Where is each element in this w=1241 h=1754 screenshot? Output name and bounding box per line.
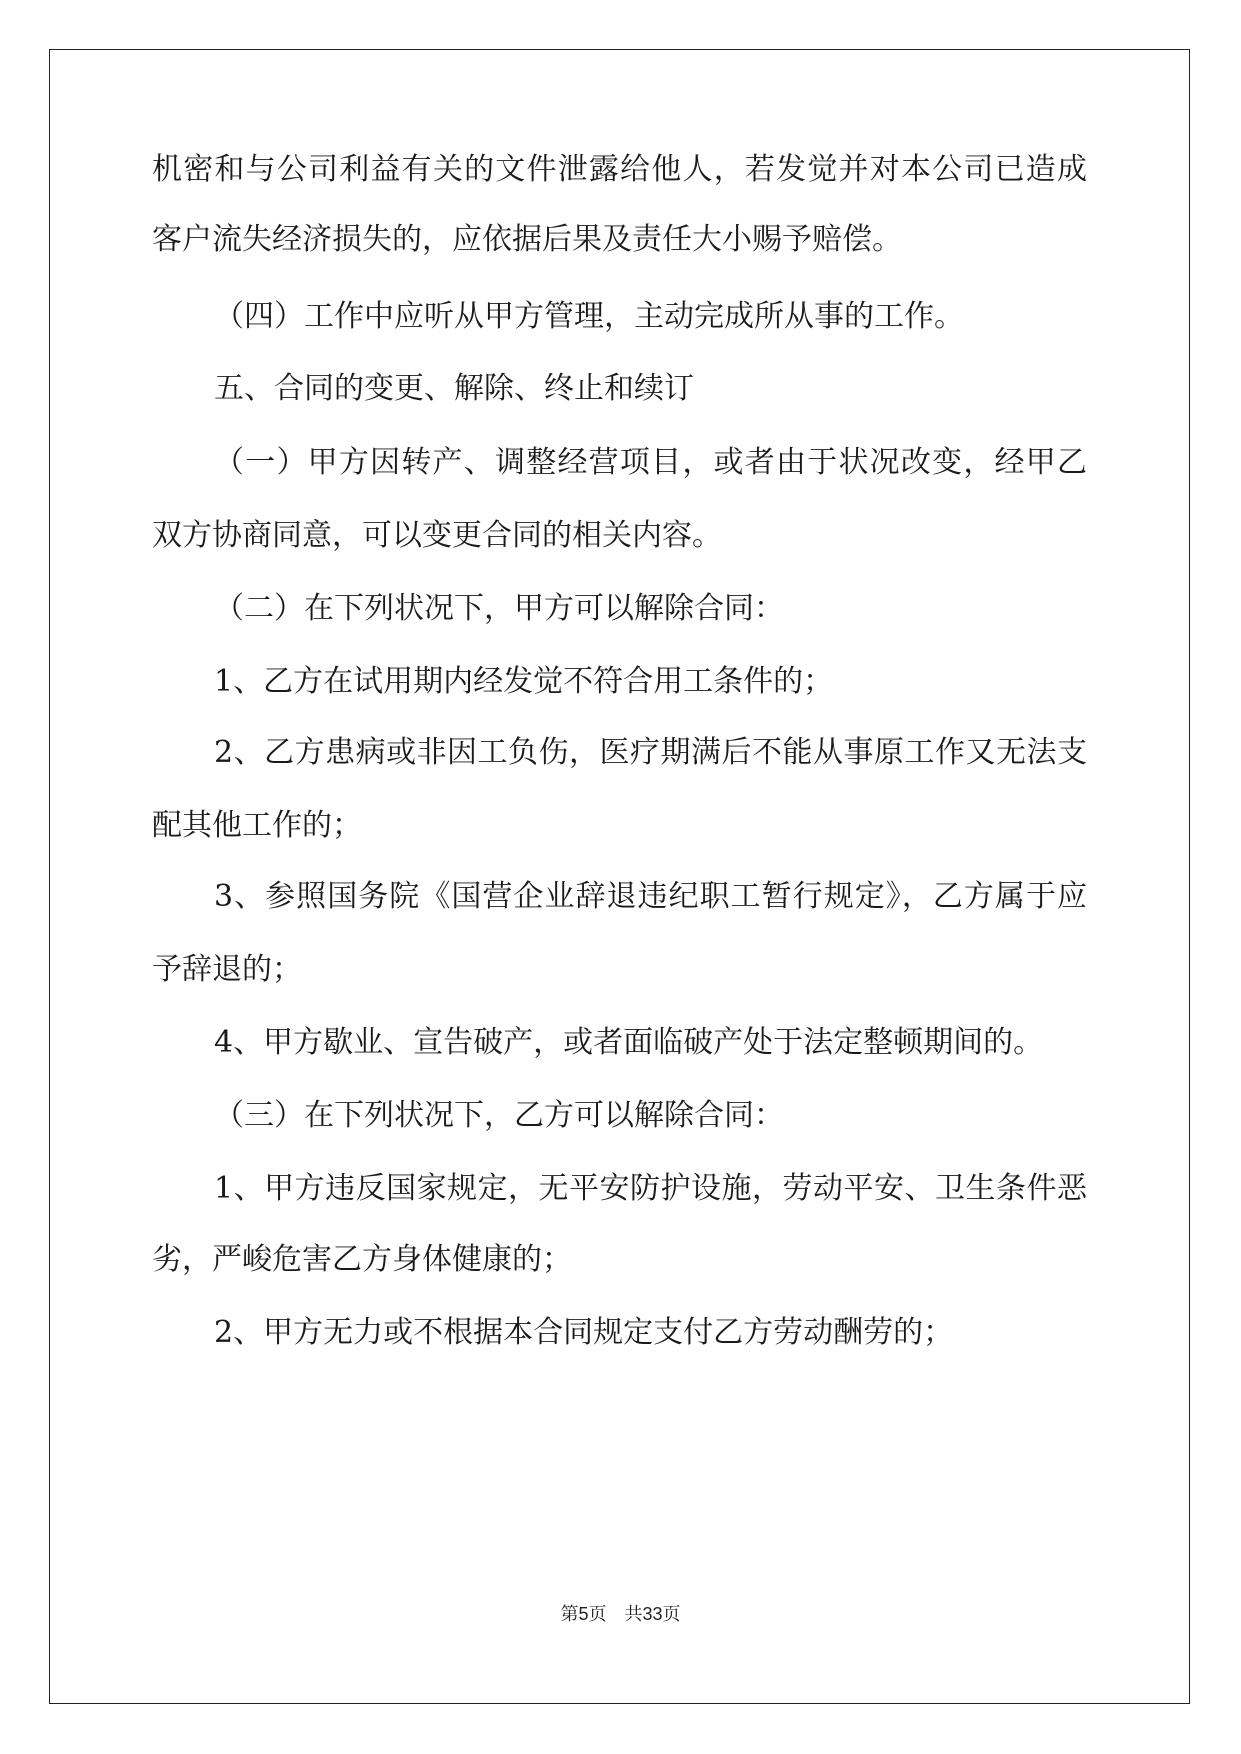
paragraph-line: 机密和与公司利益有关的文件泄露给他人，若发觉并对本公司已造成 bbox=[152, 152, 1087, 187]
paragraph-line: （二）在下列状况下，甲方可以解除合同： bbox=[214, 591, 784, 626]
paragraph-line: 配其他工作的； bbox=[152, 808, 362, 843]
paragraph-line: （三）在下列状况下，乙方可以解除合同： bbox=[214, 1098, 784, 1133]
section-heading: 五、合同的变更、解除、终止和续订 bbox=[214, 371, 694, 406]
page-footer bbox=[0, 1602, 1241, 1627]
paragraph-line: 予辞退的； bbox=[152, 952, 302, 987]
paragraph-line: 1、甲方违反国家规定，无平安防护设施，劳动平安、卫生条件恶 bbox=[214, 1171, 1087, 1206]
paragraph-line: 劣，严峻危害乙方身体健康的； bbox=[152, 1242, 572, 1277]
total-pages-suffix: 页 bbox=[662, 1604, 681, 1625]
paragraph-line: 2、甲方无力或不根据本合同规定支付乙方劳动酬劳的； bbox=[214, 1315, 954, 1350]
paragraph-line: 客户流失经济损失的，应依据后果及责任大小赐予赔偿。 bbox=[152, 222, 902, 257]
page-number-suffix: 页 bbox=[588, 1604, 607, 1625]
paragraph-line: 4、甲方歇业、宣告破产，或者面临破产处于法定整顿期间的。 bbox=[214, 1025, 1044, 1060]
paragraph-line: （一）甲方因转产、调整经营项目，或者由于状况改变，经甲乙 bbox=[214, 445, 1087, 480]
page-number: 5 bbox=[578, 1604, 589, 1624]
total-pages: 33 bbox=[642, 1604, 663, 1624]
total-pages-prefix: 共 bbox=[624, 1604, 643, 1625]
paragraph-line: 双方协商同意，可以变更合同的相关内容。 bbox=[152, 518, 722, 553]
page-number-prefix: 第 bbox=[560, 1604, 579, 1625]
paragraph-line: 2、乙方患病或非因工负伤，医疗期满后不能从事原工作又无法支 bbox=[214, 735, 1087, 770]
paragraph-line: 3、参照国务院《国营企业辞退违纪职工暂行规定》，乙方属于应 bbox=[214, 879, 1087, 914]
paragraph-line: （四）工作中应听从甲方管理，主动完成所从事的工作。 bbox=[214, 299, 964, 334]
paragraph-line: 1、乙方在试用期内经发觉不符合用工条件的； bbox=[214, 664, 834, 699]
